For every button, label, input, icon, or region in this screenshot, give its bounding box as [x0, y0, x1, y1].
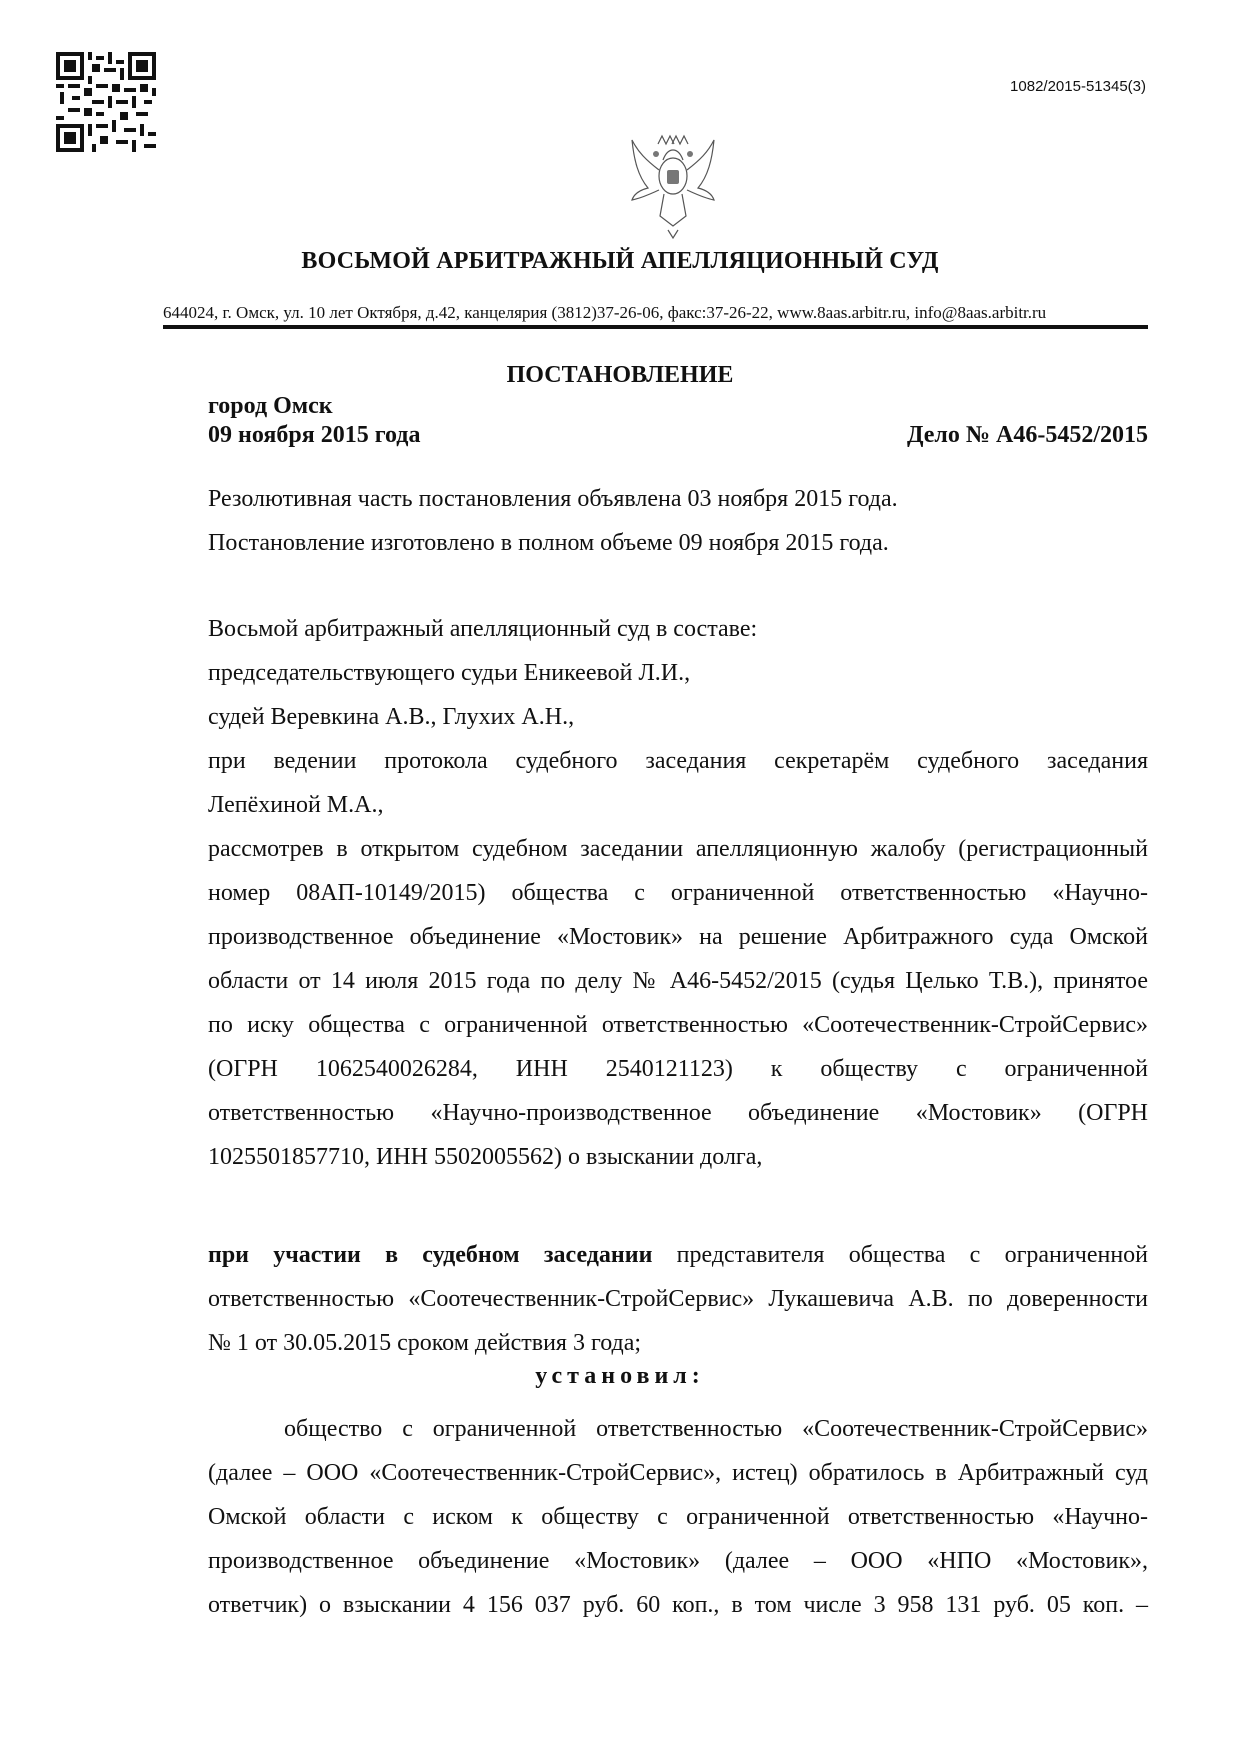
judges: судей Веревкина А.В., Глухих А.Н., [208, 704, 575, 730]
resolution-full [208, 521, 1148, 565]
body-line: ответчик) о взыскании 4 156 037 руб. 60 коп., в том числе 3 958 131 руб. 05 коп. – [208, 1592, 1148, 1618]
resolution-full-text: Постановление изготовлено в полном объеме 09 ноября 2015 года. [208, 530, 889, 556]
city: город Омск [208, 393, 333, 419]
composition-intro: Восьмой арбитражный апелляционный суд в составе: [208, 616, 758, 642]
participation-paragraph [208, 1233, 1148, 1365]
participation-line: № 1 от 30.05.2015 сроком действия 3 года; [208, 1330, 642, 1356]
document-title: ПОСТАНОВЛЕНИЕ [506, 362, 734, 388]
review-line: номер 08АП-10149/2015) общества с ограниченной ответственностью «Научно- [208, 880, 1148, 906]
established-heading: установил: [535, 1363, 705, 1389]
resolution-announced-text: Резолютивная часть постановления объявлена 03 ноября 2015 года. [208, 486, 898, 512]
review-line: ответственностью «Научно-производственное объединение «Мостовик» (ОГРН [208, 1100, 1148, 1126]
body-line: Омской области с иском к обществу с ограниченной ответственностью «Научно- [208, 1504, 1148, 1530]
header-divider [163, 325, 1148, 329]
secretary-name: Лепёхиной М.А., [208, 792, 384, 818]
review-line: (ОГРН 1062540026284, ИНН 2540121123) к обществу с ограниченной [208, 1056, 1148, 1082]
court-name: ВОСЬМОЙ АРБИТРАЖНЫЙ АПЕЛЛЯЦИОННЫЙ СУД [301, 248, 939, 274]
resolution-announced [208, 477, 1148, 521]
review-line: 1025501857710, ИНН 5502005562) о взыскании долга, [208, 1144, 763, 1170]
body-line: (далее – ООО «Соотечественник-СтройСервис», истец) обратилось в Арбитражный суд [208, 1460, 1148, 1486]
review-line: производственное объединение «Мостовик» на решение Арбитражного суда Омской [208, 924, 1148, 950]
participation-line: ответственностью «Соотечественник-СтройСервис» Лукашевича А.В. по доверенности [208, 1286, 1148, 1312]
review-line: по иску общества с ограниченной ответственностью «Соотечественник-СтройСервис» [208, 1012, 1148, 1038]
qr-code-icon [56, 52, 156, 152]
body-line: общество с ограниченной ответственностью «Соотечественник-СтройСервис» [284, 1416, 1148, 1442]
body-paragraph [208, 1407, 1148, 1627]
case-number: Дело № А46-5452/2015 [906, 422, 1148, 448]
review-line: рассмотрев в открытом судебном заседании апелляционную жалобу (регистрационный [208, 836, 1148, 862]
document-number: 1082/2015-51345(3) [1010, 78, 1146, 95]
court-address: 644024, г. Омск, ул. 10 лет Октября, д.42, канцелярия (3812)37-26-06, факс:37-26-22, www.8aas.arbitr.ru, info@8aas.arbitr.ru [163, 303, 1047, 322]
decision-date: 09 ноября 2015 года [208, 422, 421, 448]
review-line: области от 14 июля 2015 года по делу № А46-5452/2015 (судья Целько Т.В.), принятое [208, 968, 1148, 994]
coat-of-arms-icon [628, 130, 718, 240]
presiding-judge: председательствующего судьи Еникеевой Л.И., [208, 660, 691, 686]
participation-line [208, 1233, 1148, 1277]
body-line: производственное объединение «Мостовик» (далее – ООО «НПО «Мостовик», [208, 1548, 1148, 1574]
secretary-line: при ведении протокола судебного заседания секретарём судебного заседания [208, 748, 1148, 774]
participation-rest: представителя общества с ограниченной [652, 1242, 1148, 1268]
court-composition [208, 607, 1148, 1179]
participation-lead: при участии в судебном заседании [208, 1242, 653, 1268]
